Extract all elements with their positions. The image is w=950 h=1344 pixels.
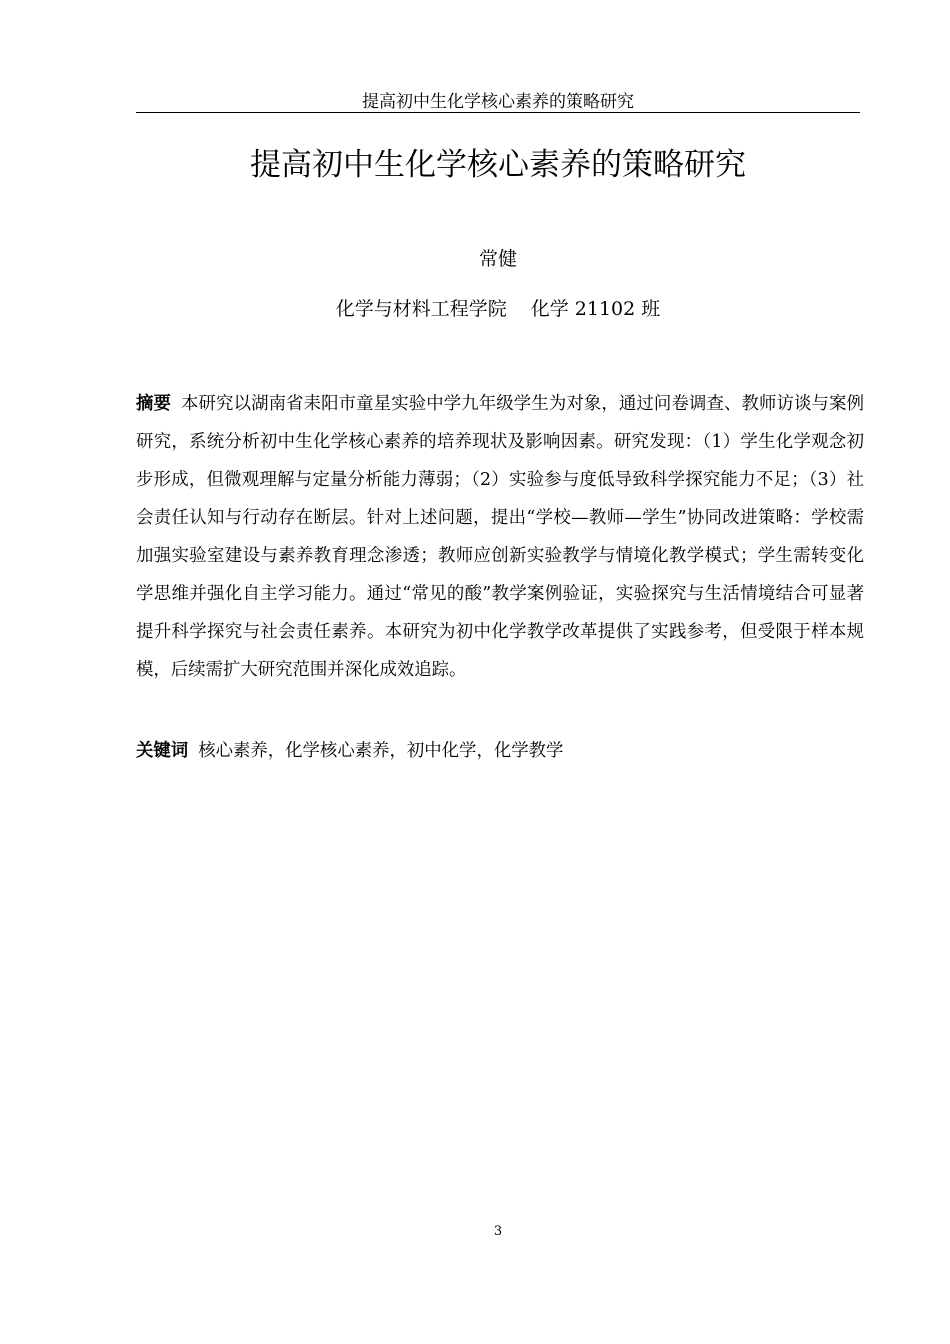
keywords-text: 核心素养，化学核心素养，初中化学，化学教学 [198,741,564,761]
affiliation-school: 化学与材料工程学院 [335,298,507,320]
page-number: 3 [493,1224,503,1239]
paper-title: 提高初中生化学核心素养的策略研究 [250,147,746,183]
abstract-text: 本研究以湖南省耒阳市童星实验中学九年级学生为对象，通过问卷调查、教师访谈与案例研究，系统分析初中生化学核心素养的培养现状及影响因素。研究发现：（1）学生化学观念初步形成，但微观理解与定量分析能力薄弱；（2）实验参与度低导致科学探究能力不足；（3）社会责任认知与行动存在断层。针对上述问题，提出“学校—教师—学生”协同改进策略：学校需加强实验室建设与素养教育理念渗透；教师应创新实验教学与情境化教学模式；学生需转变化学思维并强化自主学习能力。通过“常见的酸”教学案例验证，实验探究与生活情境结合可显著提升科学探究与社会责任素养。本研究为初中化学教学改革提供了实践参考，但受限于样本规模，后续需扩大研究范围并深化成效追踪。 [136,394,864,680]
running-header: 提高初中生化学核心素养的策略研究 [362,92,634,112]
author-name: 常健 [478,248,517,270]
keywords-label: 关键词 [136,741,189,761]
author-affiliation [100,294,896,324]
header-rule [136,112,860,113]
abstract [136,385,864,689]
affiliation-class: 化学 21102 班 [530,298,661,320]
keywords [136,736,864,766]
abstract-label: 摘要 [136,394,172,414]
